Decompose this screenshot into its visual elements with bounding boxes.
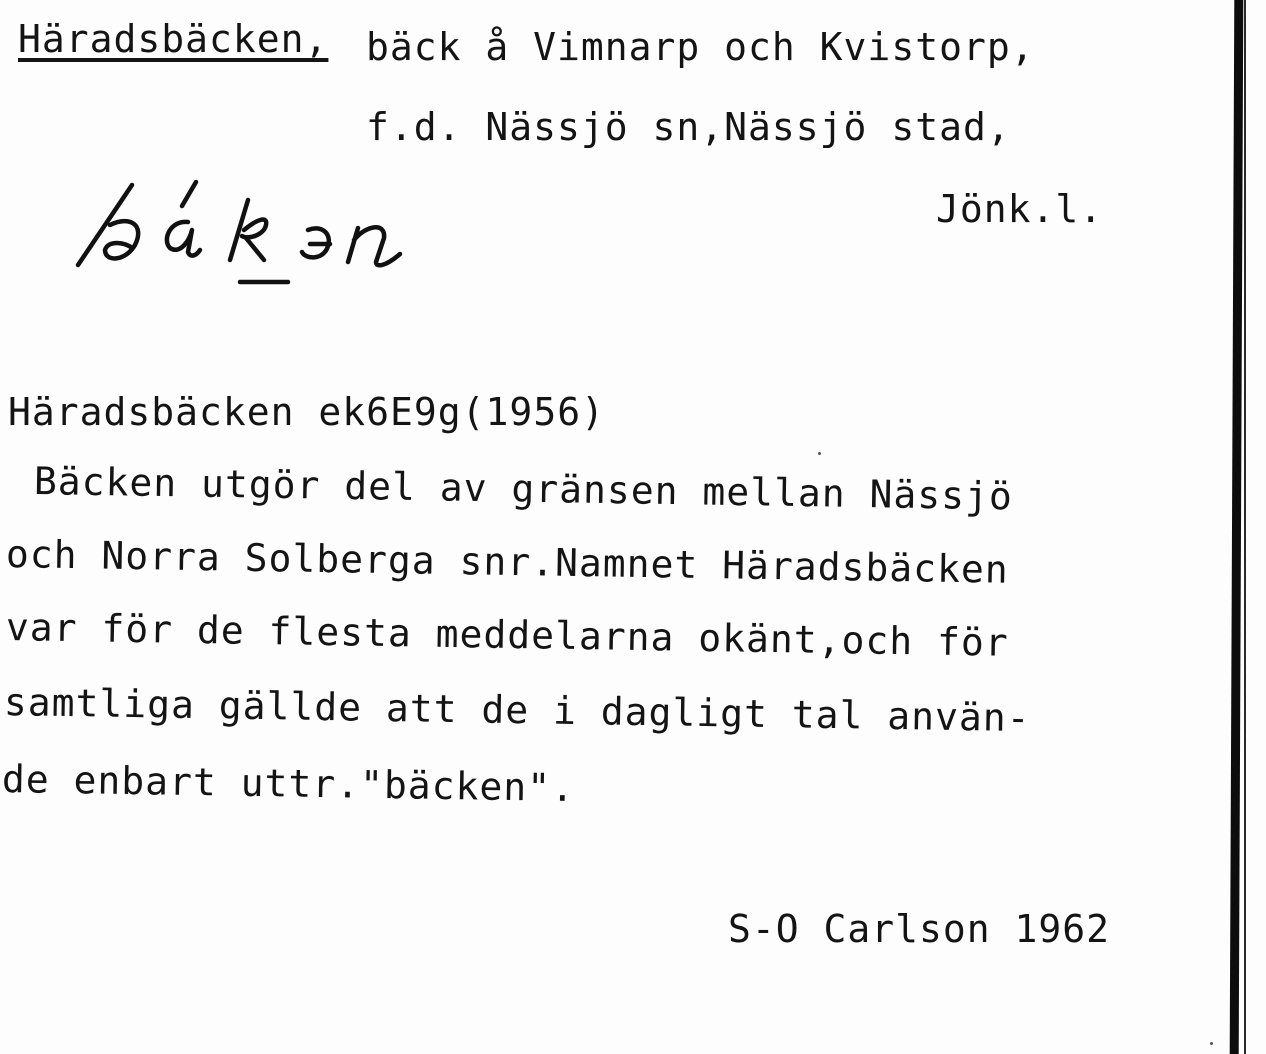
- header-parish: f.d. Nässjö sn,Nässjö stad,: [366, 105, 1011, 149]
- speck: [818, 452, 821, 455]
- speck: [1210, 1042, 1213, 1045]
- signature: S-O Carlson 1962: [728, 907, 1111, 951]
- body-line-2: och Norra Solberga snr.Namnet Häradsbäcken: [5, 532, 1010, 592]
- headword: Häradsbäcken,: [18, 17, 329, 61]
- card-edge-line: [1230, 0, 1244, 1054]
- handwritten-pronunciation: [70, 170, 430, 300]
- body-line-1: Bäcken utgör del av gränsen mellan Nässjö: [33, 459, 1014, 519]
- record-reference: Häradsbäcken ek6E9g(1956): [8, 390, 605, 434]
- body-line-5: de enbart uttr."bäcken".: [1, 757, 576, 810]
- body-line-3: var för de flesta meddelarna okänt,och för: [5, 605, 1010, 665]
- header-county: Jönk.l.: [936, 187, 1104, 231]
- header-description: bäck å Vimnarp och Kvistorp,: [366, 25, 1035, 69]
- card-edge-shadow: [1244, 0, 1246, 1054]
- body-line-4: samtliga gällde att de i dagligt tal använ-: [3, 680, 1031, 741]
